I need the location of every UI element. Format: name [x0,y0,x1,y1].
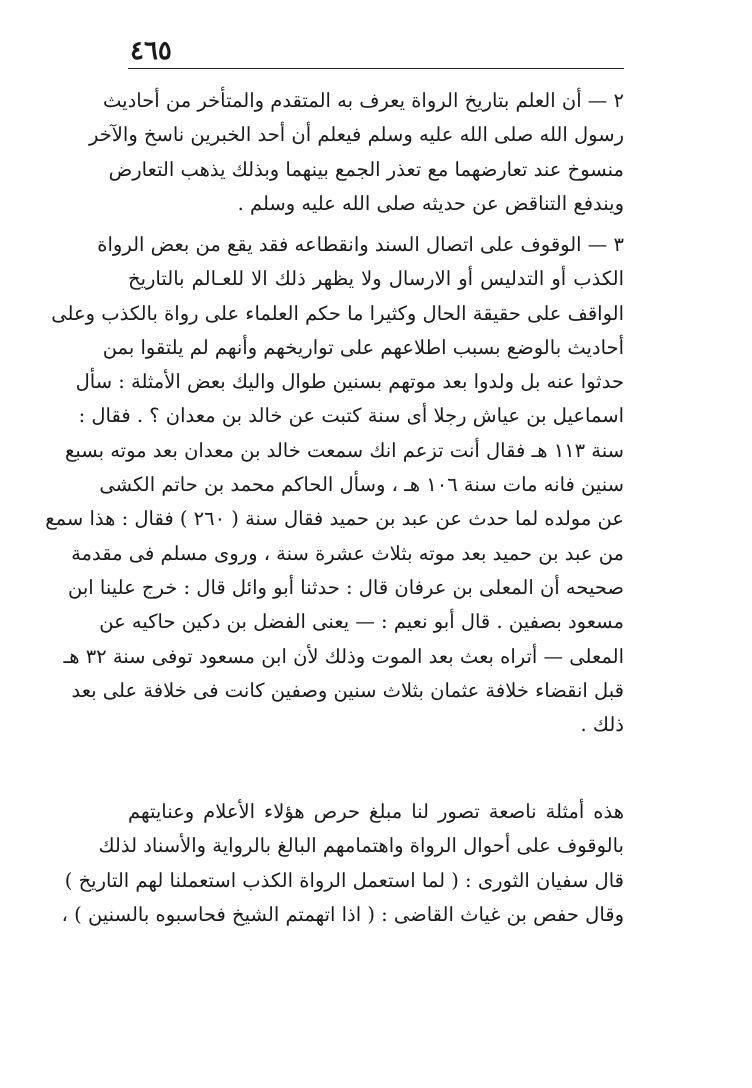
text-line: اسماعيل بن عياش رجلا أى سنة كتبت عن خالد بن معدان ؟ . فقال : [78,404,624,428]
text-line: ٢ — أن العلم بتاريخ الرواة يعرف به المتقدم والمتأخر من أحاديث [103,89,624,112]
text-line: حدثوا عنه بل ولدوا بعد موتهم بسنين طوال واليك بعض الأمثلة : سأل [75,370,624,394]
page-number: ٤٦٥ [130,36,172,66]
text-line: مسعود بصفين . قال أبو نعيم : — يعنى الفضل بن دكين حاكيه عن [99,610,624,634]
text-line: بالوقوف على أحوال الرواة واهتمامهم البالغ بالرواية والأسناد لذلك [98,834,624,858]
text-line: ذلك . [580,713,624,737]
text-line: سنين فانه مات سنة ١٠٦ هـ ، وسأل الحاكم محمد بن حاتم الكشى [99,473,624,497]
text-line: قبل انقضاء خلافة عثمان بثلاث سنين وصفين كانت فى خلافة على بعد [71,678,624,702]
text-line: منسوخ عند تعارضهما مع تعذر الجمع بينهما وبذلك يذهب التعارض [108,157,624,181]
text-line: عن مولده لما حدث عن عبد بن حميد فقال سنة ( ٢٦٠ ) فقال : هذا سمع [45,507,624,531]
text-line: الكذب أو التدليس أو الارسال ولا يظهر ذلك الا للعـالم بالتاريخ [128,267,624,291]
text-line: وقال حفص بن غياث القاضى : ( اذا اتهمتم الشيخ فحاسبوه بالسنين ) ، [61,902,624,926]
text-line: ويندفع التناقض عن حديثه صلى الله عليه وسلم . [237,191,624,215]
text-line: المعلى — أتراه بعث بعد الموت وذلك لأن ابن مسعود توفى سنة ٣٢ هـ [63,644,624,668]
paragraph-3 [61,795,624,932]
text-line: رسول الله صلى الله عليه وسلم فيعلم أن أحد الخبرين ناسخ والآخر [88,123,624,147]
text-line: من عبد بن حميد بعد موته بثلاث عشرة سنة ، وروى مسلم فى مقدمة [71,541,624,565]
text-line: أحاديث بالوضع بسبب اطلاعهم على تواريخهم وأنهم لم يلتقوا بمن [102,335,624,359]
text-line: صحيحه أن المعلى بن عرفان قال : حدثنا أبو وائل قال : خرج علينا ابن [68,575,624,599]
paragraph-2 [45,228,624,742]
text-line: الواقف على حقيقة الحال وكثيرا ما حكم العلماء على رواة بالكذب وعلى [51,301,624,325]
text-line: قال سفيان الثورى : ( لما استعمل الرواة الكذب استعملنا لهم التاريخ ) [64,868,624,892]
paragraph-1 [88,84,624,221]
header-rule [128,68,624,69]
text-line: ٣ — الوقوف على اتصال السند وانقطاعه فقد يقع من بعض الرواة [97,233,624,256]
text-line: هذه أمثلة ناصعة تصور لنا مبلغ حرص هؤلاء الأعلام وعنايتهم [128,800,624,823]
text-line: سنة ١١٣ هـ فقال أنت تزعم انك سمعت خالد بن معدان بعد موته بسبع [64,438,624,462]
